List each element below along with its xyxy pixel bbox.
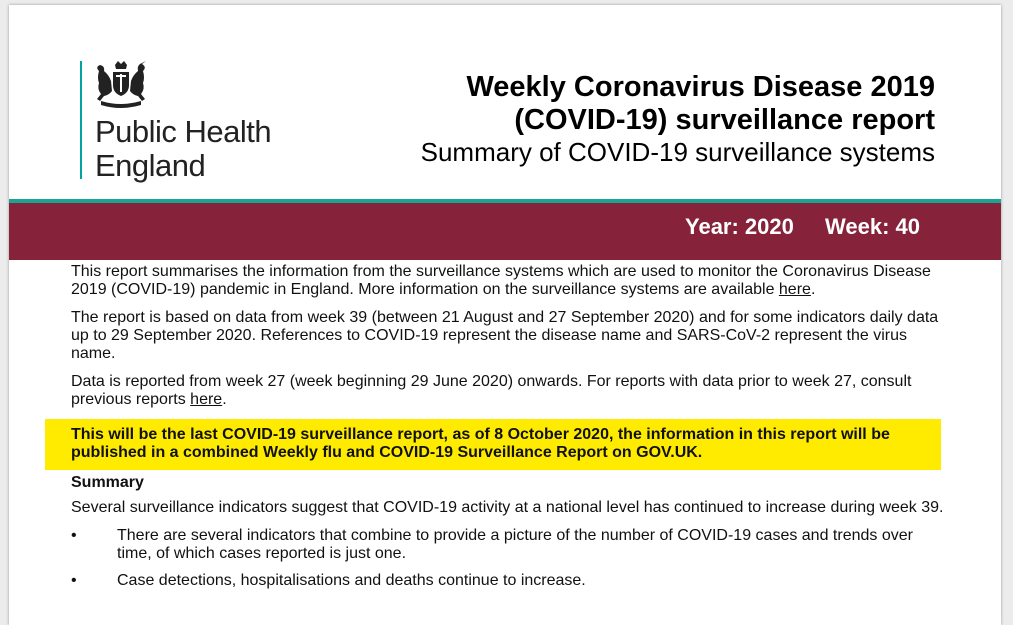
surveillance-info-link[interactable]: here (778, 281, 811, 298)
summary-paragraph: Several surveillance indicators suggest that COVID-19 activity at a national level has continued to increase during week 39. (71, 499, 944, 516)
data-period-paragraph: The report is based on data from week 39 (between 21 August and 27 September 2020) and for some indicators daily data up to 29 September 2020. References to COVID-19 represent the disease name and SARS-CoV-2 represent the virus name. (71, 309, 939, 362)
year-week-banner (9, 203, 1001, 260)
logo-divider (80, 61, 82, 179)
organisation-name (95, 115, 271, 183)
data-range-paragraph (71, 373, 951, 409)
document-page (9, 5, 1001, 625)
data-range-text: Data is reported from week 27 (week beginning 29 June 2020) onwards. For reports with data prior to week 27, consult previous reports (71, 373, 912, 408)
list-item (71, 572, 951, 590)
bullet-text: There are several indicators that combine to provide a picture of the number of COVID-19 cases and trends over time, of which cases reported is just one. (117, 527, 913, 562)
summary-heading: Summary (71, 474, 144, 491)
royal-coat-of-arms-icon (91, 61, 151, 109)
year-label: Year: 2020 (685, 214, 794, 239)
org-name-line2: England (95, 148, 206, 183)
bullet-icon: • (71, 572, 77, 589)
report-title-block (421, 71, 935, 168)
summary-bullet-list (71, 527, 951, 590)
report-title-line1: Weekly Coronavirus Disease 2019 (466, 71, 935, 103)
bullet-text: Case detections, hospitalisations and deaths continue to increase. (117, 572, 586, 589)
report-subtitle: Summary of COVID-19 surveillance systems (420, 137, 935, 167)
report-title-line2: (COVID-19) surveillance report (514, 104, 935, 136)
last-report-notice: This will be the last COVID-19 surveillance report, as of 8 October 2020, the information in this report will be published in a combined Weekly flu and COVID-19 Surveillance Report on GOV.UK. (45, 419, 941, 470)
week-label: Week: 40 (825, 214, 920, 239)
report-body (71, 263, 951, 599)
intro-paragraph (71, 263, 951, 299)
list-item (71, 527, 951, 563)
org-name-line1: Public Health (95, 114, 272, 149)
previous-reports-link[interactable]: here (190, 391, 223, 408)
intro-end: . (810, 281, 816, 298)
intro-text: This report summarises the information from the surveillance systems which are used to monitor the Coronavirus Disease 2019 (COVID-19) pandemic in England. More information on the surveillance systems are available (71, 263, 931, 298)
bullet-icon: • (71, 527, 77, 544)
data-range-end: . (222, 391, 227, 408)
